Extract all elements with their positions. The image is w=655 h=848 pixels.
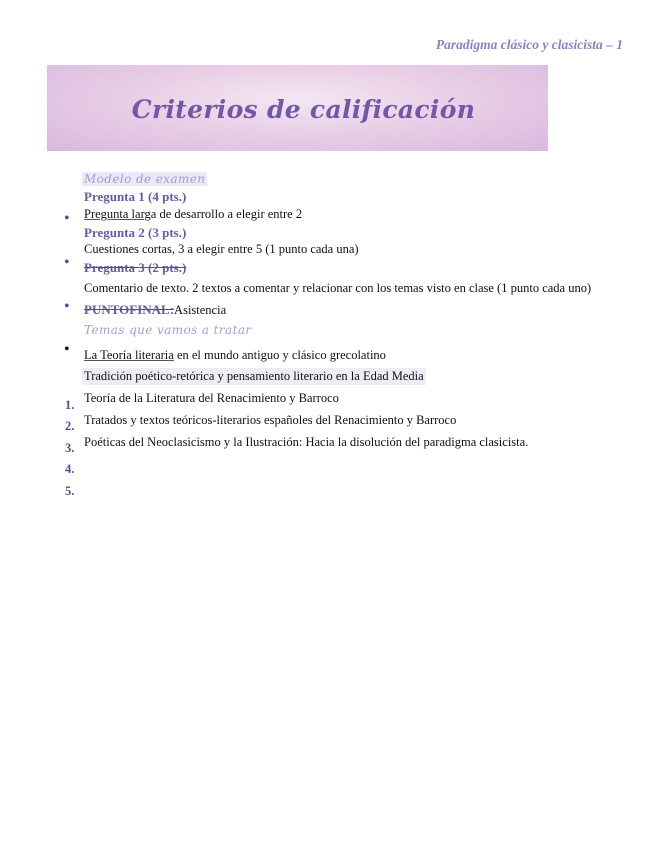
bullet-dot-icon: • bbox=[64, 254, 70, 271]
topic-item: Teoría de la Literatura del Renacimiento y Barroco bbox=[84, 391, 339, 405]
question-3-title: Pregunta 3 (2 pts.) bbox=[84, 260, 187, 275]
question-1-rest: a de desarrollo a elegir entre 2 bbox=[150, 207, 303, 221]
exam-heading: Modelo de examen bbox=[84, 172, 206, 186]
question-3-text: Comentario de texto. 2 textos a comentar y relacionar con los temas visto en clase (1 punto cada uno) bbox=[84, 281, 592, 295]
topic-rest: en el mundo antiguo y clásico grecolatino bbox=[173, 348, 386, 362]
bullet-dot-icon: • bbox=[64, 341, 70, 358]
topic-underlined: La Teoría literaria bbox=[84, 348, 174, 362]
final-point-label: PUNTOFINAL: bbox=[84, 302, 175, 317]
question-2-title: Pregunta 2 (3 pts.) bbox=[84, 225, 187, 240]
final-point-text: Asistencia bbox=[174, 303, 227, 317]
page-title: Criterios de calificación bbox=[131, 94, 476, 124]
list-number: 1. bbox=[65, 398, 75, 412]
topic-item: Tratados y textos teóricos-literarios españoles del Renacimiento y Barroco bbox=[84, 413, 457, 427]
question-1-text bbox=[84, 207, 302, 222]
topic-item: Poéticas del Neoclasicismo y la Ilustración: Hacia la disolución del paradigma clasicista. bbox=[84, 435, 529, 449]
title-banner bbox=[47, 65, 548, 151]
list-number: 3. bbox=[65, 441, 75, 455]
topic-item: Tradición poético-retórica y pensamiento literario en la Edad Media bbox=[84, 369, 424, 383]
list-number: 4. bbox=[65, 462, 75, 476]
list-number: 2. bbox=[65, 419, 75, 433]
final-point bbox=[84, 302, 226, 318]
bullet-dot-icon: • bbox=[64, 298, 70, 315]
topics-heading: Temas que vamos a tratar bbox=[84, 323, 252, 337]
running-header: Paradigma clásico y clasicista – 1 bbox=[435, 37, 623, 52]
question-1-underlined: Pregunta larg bbox=[84, 207, 151, 221]
list-number: 5. bbox=[65, 484, 75, 498]
question-2-text: Cuestiones cortas, 3 a elegir entre 5 (1 punto cada una) bbox=[84, 242, 359, 256]
bullet-dot-icon: • bbox=[64, 210, 70, 227]
question-1-title: Pregunta 1 (4 pts.) bbox=[84, 189, 187, 204]
topic-item bbox=[84, 348, 386, 363]
